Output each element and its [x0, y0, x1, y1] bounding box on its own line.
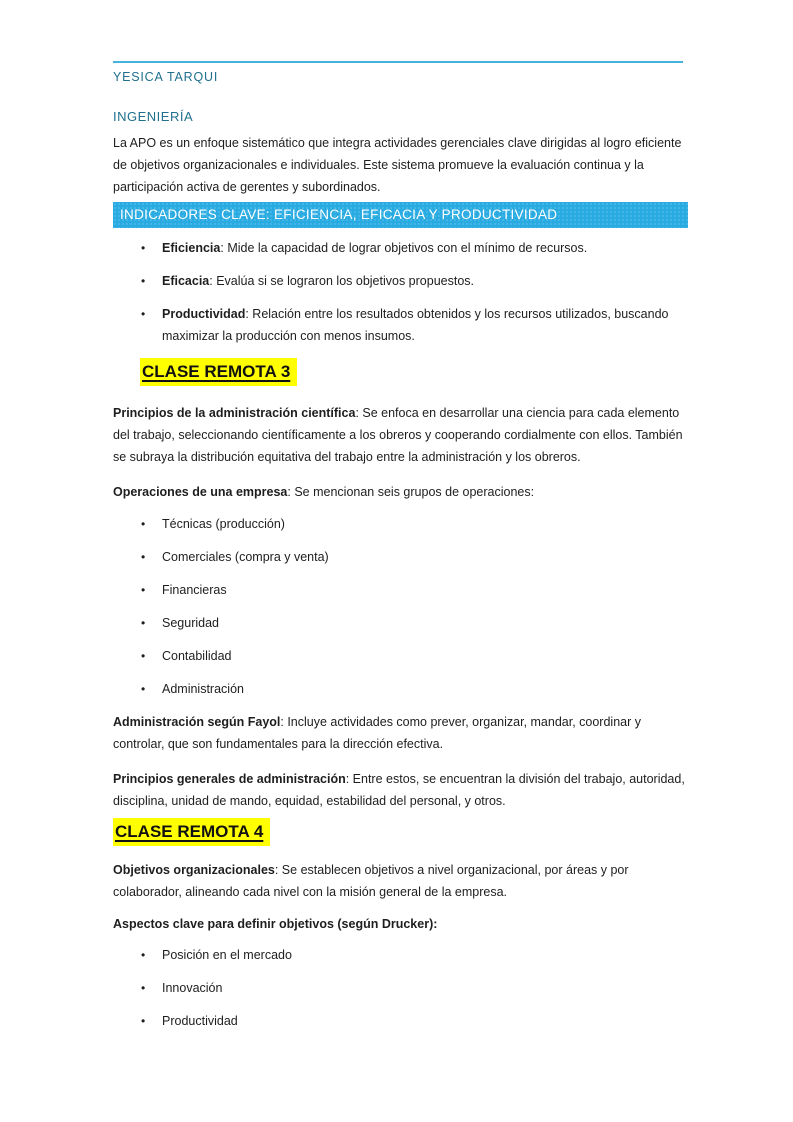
paragraph-principios-cientifica — [113, 402, 688, 468]
term: Principios de la administración científica — [113, 406, 356, 420]
term: Principios generales de administración — [113, 772, 346, 786]
description: : Entre estos, se encuentran la división del trabajo, autoridad, disciplina, unidad de mando, equidad, estabilidad del personal, y otros. — [113, 772, 685, 808]
list-item-text: Productividad — [162, 1014, 238, 1028]
bullet-icon: • — [141, 583, 146, 597]
list-item-text: Innovación — [162, 981, 223, 995]
term: Administración según Fayol — [113, 715, 281, 729]
bullet-icon: • — [141, 981, 146, 995]
list-item — [113, 513, 688, 535]
list-item — [113, 977, 688, 999]
description: : Mide la capacidad de lograr objetivos con el mínimo de recursos. — [220, 241, 588, 255]
list-item-text: Seguridad — [162, 616, 219, 630]
clase-remota-3-heading: CLASE REMOTA 3 — [140, 358, 297, 386]
bullet-icon: • — [141, 1014, 146, 1028]
bullet-icon: • — [141, 241, 146, 255]
list-item — [113, 1010, 688, 1032]
key-indicators-banner: INDICADORES CLAVE: EFICIENCIA, EFICACIA Y PRODUCTIVIDAD — [113, 202, 688, 228]
bullet-icon: • — [141, 649, 146, 663]
bullet-icon: • — [141, 550, 146, 564]
term: Objetivos organizacionales — [113, 863, 275, 877]
list-item-text: Comerciales (compra y venta) — [162, 550, 329, 564]
description: : Se enfoca en desarrollar una ciencia para cada elemento del trabajo, seleccionando científicamente a los obreros y cooperando cordialmente con ellos. También se subraya la distribución equitativa del trabajo entre la administración y los obreros. — [113, 406, 683, 464]
bullet-icon: • — [141, 307, 146, 321]
clase-remota-4-row — [113, 818, 688, 846]
list-item — [113, 579, 688, 601]
list-item — [113, 678, 688, 700]
description: : Evalúa si se lograron los objetivos propuestos. — [209, 274, 474, 288]
clase-remota-3-row — [113, 358, 688, 386]
bullet-icon: • — [141, 682, 146, 696]
list-item-text — [162, 307, 669, 343]
description: : Incluye actividades como prever, organizar, mandar, coordinar y controlar, que son fundamentales para la dirección efectiva. — [113, 715, 641, 751]
list-item — [113, 546, 688, 568]
aspects-list — [113, 944, 688, 1032]
list-item-text: Contabilidad — [162, 649, 232, 663]
list-item — [113, 303, 688, 347]
list-item-text — [162, 241, 587, 255]
description: : Se mencionan seis grupos de operaciones: — [287, 485, 535, 499]
paragraph-principios-generales — [113, 768, 688, 812]
bullet-icon: • — [141, 274, 146, 288]
intro-paragraph: La APO es un enfoque sistemático que integra actividades gerenciales clave dirigidas al logro eficiente de objetivos organizacionales e individuales. Este sistema promueve la evaluación continua y la participación activa de gerentes y subordinados. — [113, 136, 682, 194]
term: Productividad — [162, 307, 246, 321]
aspects-heading: Aspectos clave para definir objetivos (según Drucker): — [113, 917, 438, 931]
indicator-list — [113, 237, 688, 347]
list-item-text: Posición en el mercado — [162, 948, 292, 962]
title-rule — [113, 61, 683, 63]
list-item-text: Técnicas (producción) — [162, 517, 285, 531]
paragraph-fayol — [113, 711, 688, 755]
author-name: YESICA TARQUI — [113, 70, 219, 84]
description: : Se establecen objetivos a nivel organizacional, por áreas y por colaborador, alineando cada nivel con la misión general de la empresa. — [113, 863, 629, 899]
paragraph-objetivos — [113, 859, 688, 903]
term: Operaciones de una empresa — [113, 485, 288, 499]
list-item — [113, 237, 688, 259]
bullet-icon: • — [141, 948, 146, 962]
bullet-icon: • — [141, 517, 146, 531]
paragraph-operaciones — [113, 481, 688, 503]
bullet-icon: • — [141, 616, 146, 630]
operations-list — [113, 513, 688, 700]
list-item-text: Administración — [162, 682, 244, 696]
list-item — [113, 645, 688, 667]
description: : Relación entre los resultados obtenidos y los recursos utilizados, buscando maximizar la producción con menos insumos. — [162, 307, 669, 343]
section-heading: INGENIERÍA — [113, 109, 194, 124]
list-item — [113, 944, 688, 966]
list-item — [113, 270, 688, 292]
clase-remota-4-heading: CLASE REMOTA 4 — [113, 818, 270, 846]
list-item — [113, 612, 688, 634]
term: Eficacia — [162, 274, 210, 288]
list-item-text: Financieras — [162, 583, 227, 597]
term: Eficiencia — [162, 241, 221, 255]
list-item-text — [162, 274, 474, 288]
